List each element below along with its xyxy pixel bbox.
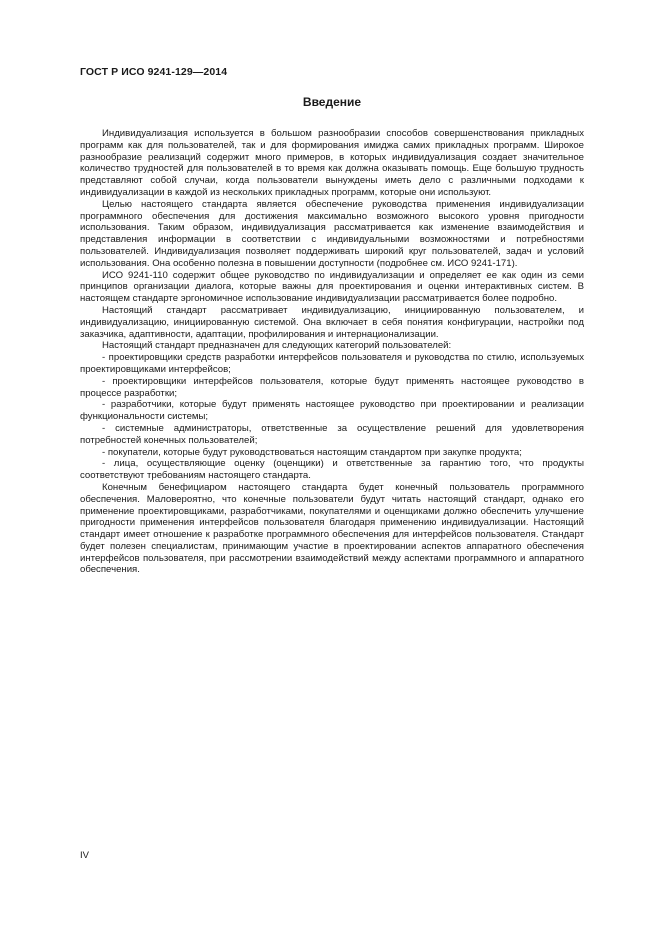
paragraph: ИСО 9241-110 содержит общее руководство по индивидуализации и определяет ее как один из семи принципов организации диалога, которые важны для проектирования и оценки интерактивных систем. В настоящем стандарте эргономичное использование индивидуализации рассматривается более подробно.: [80, 269, 584, 305]
paragraph: Настоящий стандарт рассматривает индивидуализацию, инициированную пользователем, и индивидуализацию, инициированную системой. Она включает в себя понятия конфигурации, настройки под заказчика, адаптивности, адаптации, профилирования и интернационализации.: [80, 304, 584, 340]
paragraph: Конечным бенефициаром настоящего стандарта будет конечный пользователь программного обеспечения. Маловероятно, что конечные пользователи будут читать настоящий стандарт, однако его применение проектировщиками, разработчиками, покупателями и оценщиками должно обеспечить улучшение пригодности применения интерфейсов пользователя благодаря применению индивидуализации. Настоящий стандарт имеет отношение к разработке программного обеспечения для интерфейсов пользователя. Стандарт будет полезен специалистам, принимающим участие в проектировании аспектов аппаратного обеспечения интерфейсов пользователя, при рассмотрении взаимодействий между аспектами программного и аппаратного обеспечения.: [80, 481, 584, 576]
list-item: - разработчики, которые будут применять настоящее руководство при проектировании и реализации функциональности системы;: [80, 399, 584, 423]
section-title: Введение: [302, 95, 362, 109]
paragraph: Целью настоящего стандарта является обеспечение руководства применения индивидуализации программного обеспечения для достижения максимально возможного высокого уровня пригодности использования. Таким образом, индивидуализация рассматривается как изменение взаимодействия и представления информации в соответствии с индивидуальными возможностями и потребностями пользователей. Индивидуализация позволяет поддерживать широкий круг пользователей, задач и условий использования. Она особенно полезна в повышении доступности (подробнее см. ИСО 9241-171).: [80, 198, 584, 269]
paragraph: Индивидуализация используется в большом разнообразии способов совершенствования прикладных программ как для пользователей, так и для формирования имиджа самих прикладных программ. Широкое разнообразие реализаций содержит много примеров, в которых индивидуализация создает значительное количество трудностей для пользователей в то время как должна оказывать помощь. Еще большую трудность представляют собой случаи, когда пользователи вынуждены иметь дело с различными подходами к индивидуализации в каждой из нескольких прикладных программ, которые они используют.: [80, 128, 584, 198]
document-header: ГОСТ Р ИСО 9241-129—2014: [80, 66, 228, 78]
page-number: IV: [80, 850, 89, 861]
list-item: - проектировщики интерфейсов пользователя, которые будут применять настоящее руководство в процессе разработки;: [80, 375, 584, 399]
paragraph: Настоящий стандарт предназначен для следующих категорий пользователей:: [102, 340, 452, 352]
list-item: - системные администраторы, ответственные за осуществление решений для удовлетворения потребностей конечных пользователей;: [80, 422, 584, 446]
list-item: - покупатели, которые будут руководствоваться настоящим стандартом при закупке продукта;: [102, 446, 522, 458]
list-item: - лица, осуществляющие оценку (оценщики) и ответственные за гарантию того, что продукты соответствуют требованиям настоящего стандарта.: [80, 458, 584, 482]
body-text: [80, 128, 584, 576]
list-item: - проектировщики средств разработки интерфейсов пользователя и руководства по стилю, используемых проектировщиками интерфейсов;: [80, 352, 584, 375]
